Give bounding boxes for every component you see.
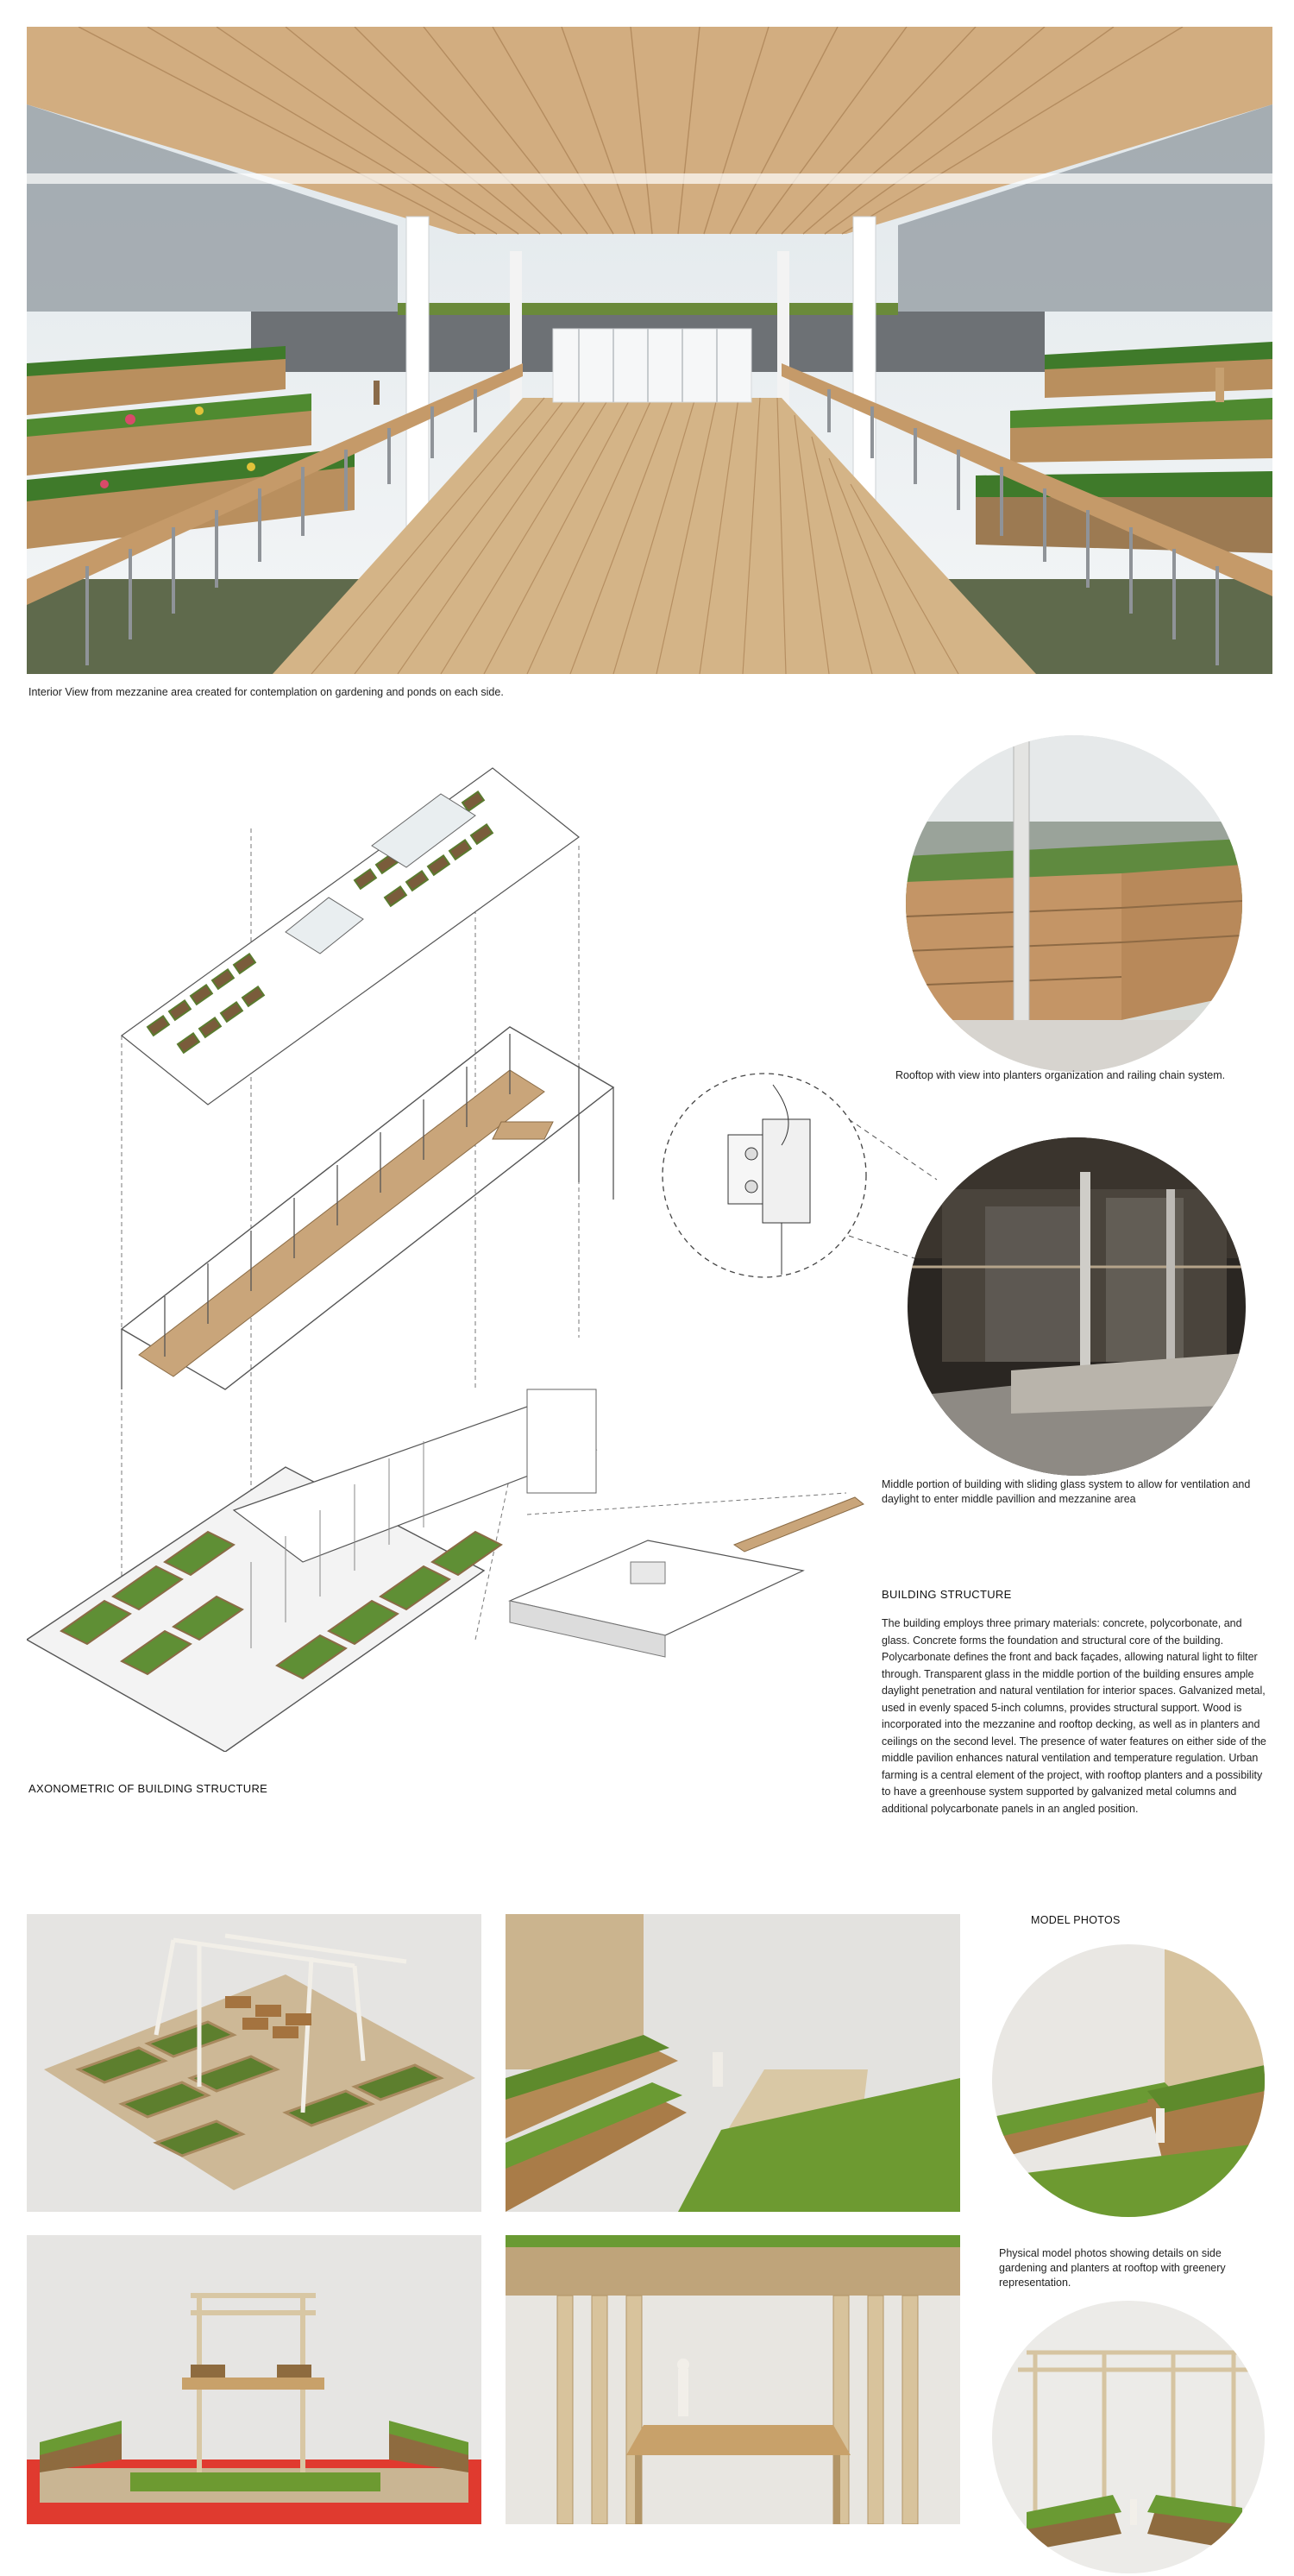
model-photos-title: MODEL PHOTOS [1031, 1914, 1121, 1926]
hero-interior-render [27, 27, 1272, 674]
rooftop-detail-image [906, 735, 1242, 1072]
model-photo-elevation [27, 2235, 481, 2524]
building-structure-text: The building employs three primary materials: concrete, polycorbonate, and glass. Concrete forms the foundation and structural core of the building. Polycarbonate defines the front and back façades, allowing natural light to filter through. Transparent glass in the middle portion of the building ensures ample daylight penetration and natural ventilation for interior spaces. Galvanized metal, used in evenly spaced 5-inch columns, provides structural support. Wood is incorporated into the mezzanine and rooftop decking, as well as in planters and ceilings on the second level. The presence of water features on either side of the middle pavilion enhances natural ventilation and temperature regulation. Urban farming is a central element of the project, with rooftop planters and a possibility to have a greenhouse system supported by galvanized metal columns and additional polycarbonate panels in an angled position. [882, 1617, 1266, 1815]
model-photo-overview [27, 1914, 481, 2212]
axonometric-label: AXONOMETRIC OF BUILDING STRUCTURE [28, 1782, 268, 1795]
rooftop-caption: Rooftop with view into planters organization and railing chain system. [895, 1069, 1226, 1081]
middle-portion-detail-image [908, 1137, 1246, 1476]
middle-portion-caption: Middle portion of building with sliding glass system to allow for ventilation and daylight to enter middle pavillion and mezzanine area [882, 1478, 1251, 1505]
model-photo-pavilion-closeup [506, 2235, 960, 2524]
model-photos-caption: Physical model photos showing details on side gardening and planters at rooftop with greenery representation. [999, 2247, 1226, 2289]
connector-detail-callout [652, 1059, 945, 1335]
model-photo-side-planters [506, 1914, 960, 2212]
model-photo-circle-top [992, 1944, 1265, 2217]
building-structure-title: BUILDING STRUCTURE [882, 1588, 1012, 1601]
hero-caption: Interior View from mezzanine area created for contemplation on gardening and ponds on each side. [28, 686, 504, 698]
model-photo-circle-bottom [992, 2301, 1265, 2573]
